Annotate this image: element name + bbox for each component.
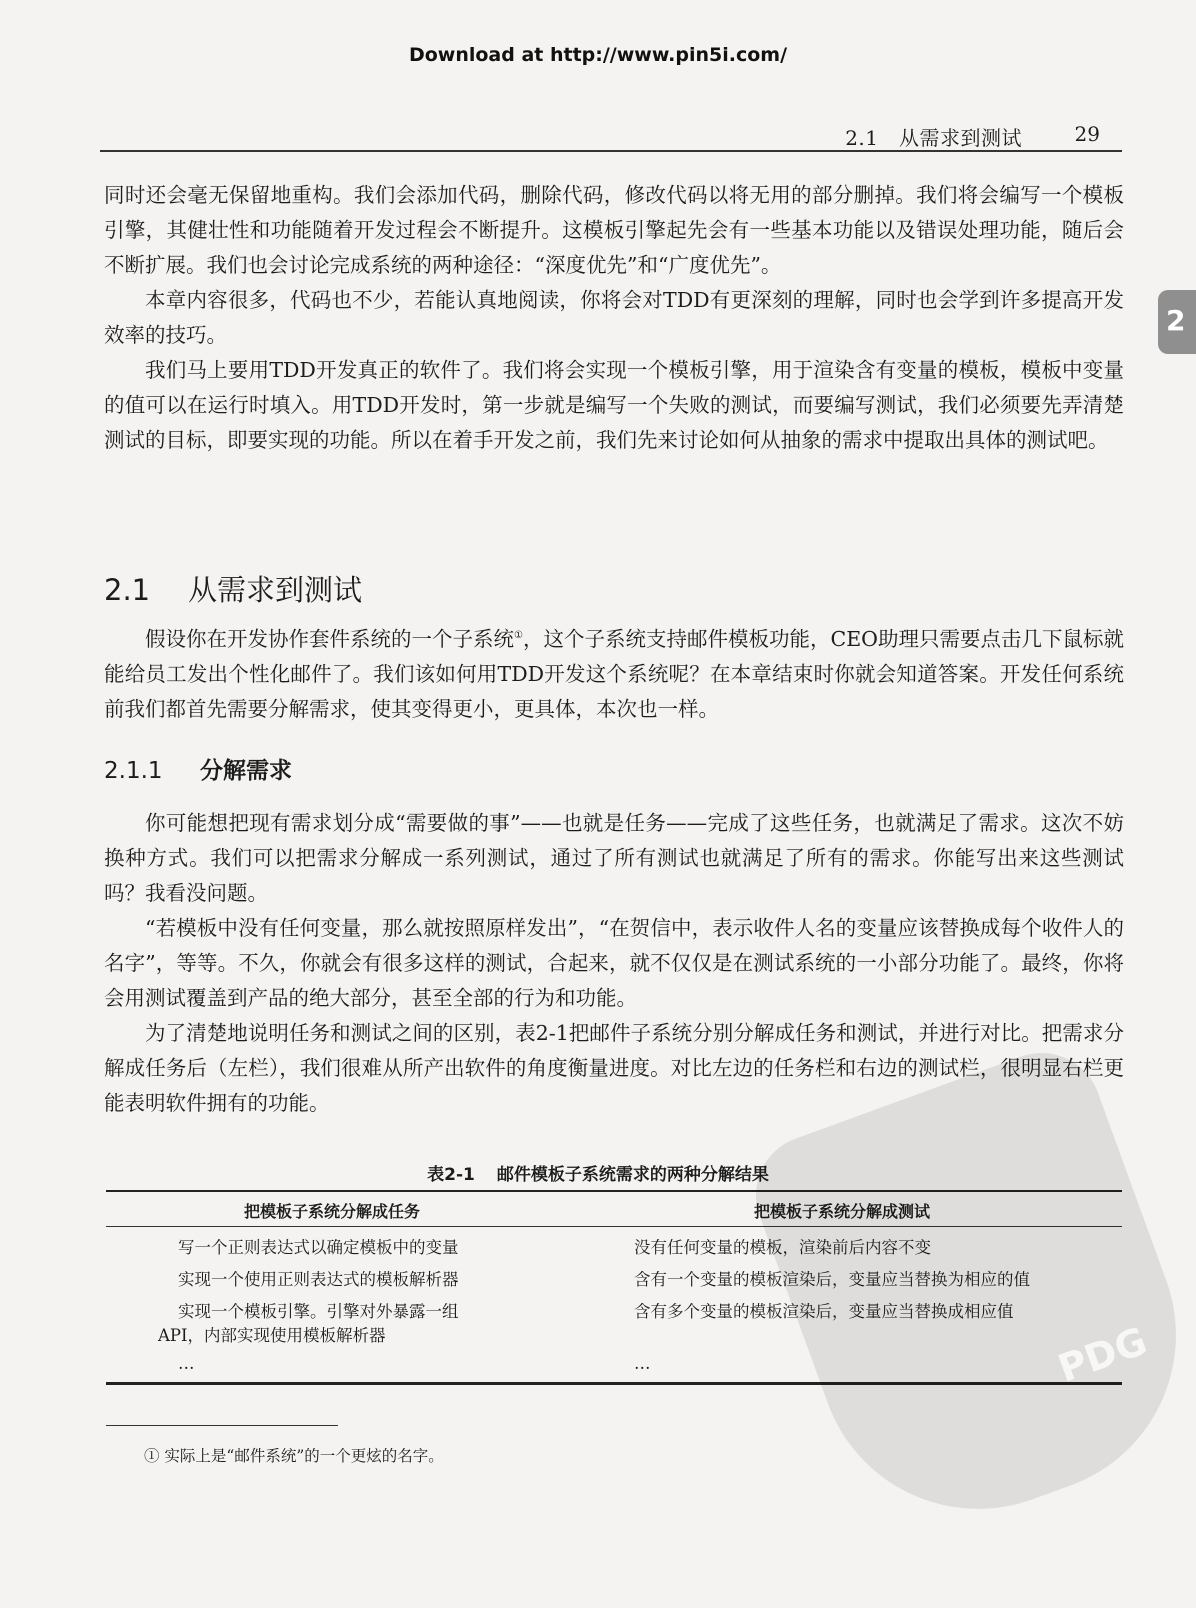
page-number: 29 <box>1074 122 1100 146</box>
chapter-tab-number: 2 <box>1166 304 1186 337</box>
chapter-tab <box>1158 290 1196 354</box>
test-cell: … <box>634 1354 651 1373</box>
section-heading <box>104 568 362 609</box>
subsection-number: 2.1.1 <box>104 758 163 784</box>
section-title: 从需求到测试 <box>188 573 363 607</box>
paragraph: 你可能想把现有需求划分成“需要做的事”——也就是任务——完成了这些任务，也就满足了需求。这次不妨换种方式。我们可以把需求分解成一系列测试，通过了所有测试也就满足了所有的需求。你能写出来这些测试吗？我看没问题。 <box>104 811 1124 905</box>
paragraph: “若模板中没有任何变量，那么就按照原样发出”，“在贺信中，表示收件人名的变量应该替换成每个收件人的名字”，等等。不久，你就会有很多这样的测试，合起来，就不仅仅是在测试系统的一小部分功能了。最终，你将会用测试覆盖到产品的绝大部分，甚至全部的行为和功能。 <box>104 916 1124 1010</box>
column-header-tests: 把模板子系统分解成测试 <box>754 1202 931 1221</box>
paragraph: 我们马上要用TDD开发真正的软件了。我们将会实现一个模板引擎，用于渲染含有变量的模板，模板中变量的值可以在运行时填入。用TDD开发时，第一步就是编写一个失败的测试，而要编写测试，我们必须要先弄清楚测试的目标，即要实现的功能。所以在着手开发之前，我们先来讨论如何从抽象的需求中提取出具体的测试吧。 <box>104 358 1124 452</box>
paragraph: 本章内容很多，代码也不少，若能认真地阅读，你将会对TDD有更深刻的理解，同时也会学到许多提高开发效率的技巧。 <box>104 288 1124 347</box>
task-cell: 实现一个模板引擎。引擎对外暴露一组 <box>178 1302 459 1321</box>
footnote-marker: ① <box>514 630 523 641</box>
paragraph: 同时还会毫无保留地重构。我们会添加代码，删除代码，修改代码以将无用的部分删掉。我们将会编写一个模板引擎，其健壮性和功能随着开发过程会不断提升。这模板引擎起先会有一些基本功能以及错误处理功能，随后会不断扩展。我们也会讨论完成系统的两种途径：“深度优先”和“广度优先”。 <box>104 183 1124 277</box>
section-text <box>104 618 1124 727</box>
task-cell: API，内部实现使用模板解析器 <box>158 1326 386 1345</box>
task-cell: 实现一个使用正则表达式的模板解析器 <box>178 1270 459 1289</box>
task-cell: … <box>178 1354 195 1373</box>
task-cell: 写一个正则表达式以确定模板中的变量 <box>178 1238 459 1257</box>
section-number: 2.1 <box>104 573 151 607</box>
intro-text <box>104 178 1124 458</box>
table-title: 邮件模板子系统需求的两种分解结果 <box>496 1165 769 1185</box>
paragraph: 假设你在开发协作套件系统的一个子系统①，这个子系统支持邮件模板功能，CEO助理只需要点击几下鼠标就能给员工发出个性化邮件了。我们该如何用TDD开发这个系统呢？在本章结束时你就会知道答案。开发任何系统前我们都首先需要分解需求，使其变得更小，更具体，本次也一样。 <box>104 626 1124 721</box>
subsection-heading <box>104 752 292 785</box>
running-head <box>100 118 1122 152</box>
paragraph: 为了清楚地说明任务和测试之间的区别，表2-1把邮件子系统分别分解成任务和测试，并进行对比。把需求分解成任务后（左栏），我们很难从所产出软件的角度衡量进度。对比左边的任务栏和右边的测试栏，很明显右栏更能表明软件拥有的功能。 <box>104 1021 1124 1115</box>
table-label: 表2-1 <box>427 1165 475 1185</box>
watermark-text: PDG <box>1052 1318 1153 1391</box>
download-banner: Download at http://www.pin5i.com/ <box>408 44 788 66</box>
test-cell: 含有一个变量的模板渲染后，变量应当替换为相应的值 <box>634 1270 1030 1289</box>
test-cell: 含有多个变量的模板渲染后，变量应当替换成相应值 <box>634 1302 1014 1321</box>
column-header-tasks: 把模板子系统分解成任务 <box>244 1202 421 1221</box>
subsection-title: 分解需求 <box>200 758 292 784</box>
footnote-rule <box>106 1425 338 1426</box>
footnote: ① 实际上是“邮件系统”的一个更炫的名字。 <box>144 1447 444 1465</box>
running-head-section: 2.1 从需求到测试 <box>845 126 1022 150</box>
test-cell: 没有任何变量的模板，渲染前后内容不变 <box>634 1238 931 1257</box>
